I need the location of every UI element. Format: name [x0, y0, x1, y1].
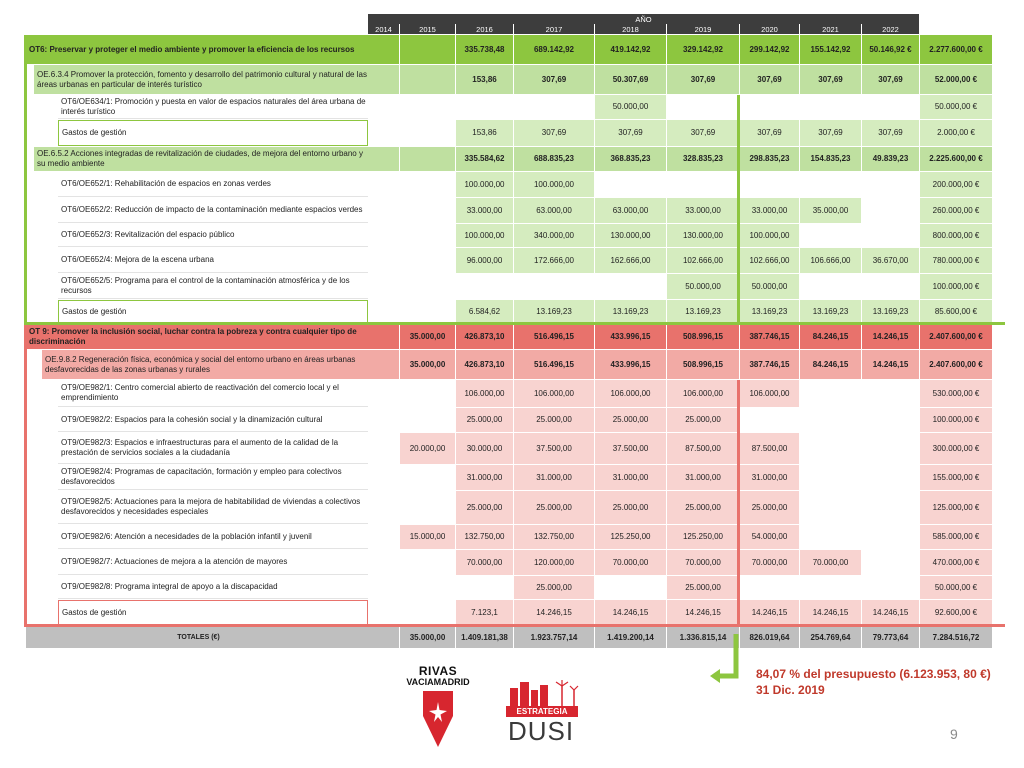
year-value-cell: 70.000,00 [456, 550, 513, 575]
year-value-cell: 120.000,00 [514, 550, 594, 575]
year-value-cell: 37.500,00 [595, 433, 666, 464]
year-value-cell [368, 147, 399, 171]
year-value-cell [862, 198, 919, 223]
line-item-label: OT6/OE652/5: Programa para el control de la contaminación atmosférica y de los recursos [58, 274, 368, 299]
year-value-cell [368, 627, 399, 648]
year-value-cell: 1.923.757,14 [514, 627, 594, 648]
year-value-cell [862, 274, 919, 299]
year-value-cell: 688.835,23 [514, 147, 594, 171]
line-item-label: OT9/OE982/3: Espacios e infraestructuras para el aumento de la calidad de la prestación de servicios sociales a la ciudadanía [58, 433, 368, 464]
year-value-cell [800, 380, 861, 407]
objective-label: OE.6.5.2 Acciones integradas de revitalización de ciudades, de mejora del entorno urbano y su medio ambiente [34, 147, 368, 171]
year-value-cell: 25.000,00 [595, 408, 666, 432]
year-value-cell [368, 248, 399, 273]
year-header: 2015 [400, 24, 456, 34]
year-value-cell: 387.746,15 [740, 350, 799, 379]
rivas-logo-text: RIVAS [418, 664, 458, 678]
note-arrow [708, 634, 744, 686]
row-total-cell: 100.000,00 € [920, 274, 992, 299]
year-value-cell: 13.169,23 [800, 300, 861, 324]
line-item-label: OT6/OE652/2: Reducción de impacto de la contaminación mediante espacios verdes [58, 198, 368, 223]
year-value-cell: 25.000,00 [595, 491, 666, 524]
row-total-cell: 780.000,00 € [920, 248, 992, 273]
year-value-cell [456, 274, 513, 299]
year-value-cell: 14.246,15 [800, 600, 861, 626]
row-total-cell: 2.277.600,00 € [920, 35, 992, 64]
note-line1: 84,07 % del presupuesto (6.123.953, 80 €) [756, 667, 991, 681]
row-total-cell: 300.000,00 € [920, 433, 992, 464]
year-header: 2019 [667, 24, 740, 34]
year-value-cell: 426.873,10 [456, 350, 513, 379]
year-value-cell: 13.169,23 [514, 300, 594, 324]
year-value-cell: 106.000,00 [514, 380, 594, 407]
year-value-cell: 419.142,92 [595, 35, 666, 64]
year-value-cell: 130.000,00 [595, 224, 666, 247]
year-value-cell: 100.000,00 [514, 172, 594, 197]
year-value-cell: 35.000,00 [400, 627, 455, 648]
year-value-cell [368, 380, 399, 407]
year-value-cell: 125.250,00 [595, 525, 666, 549]
year-value-cell: 14.246,15 [514, 600, 594, 626]
year-value-cell: 31.000,00 [514, 465, 594, 490]
year-value-cell: 155.142,92 [800, 35, 861, 64]
year-value-cell [368, 325, 399, 349]
year-value-cell: 100.000,00 [456, 172, 513, 197]
row-total-cell: 2.407.600,00 € [920, 350, 992, 379]
year-value-cell [667, 95, 739, 119]
year-value-cell: 7.123,1 [456, 600, 513, 626]
year-value-cell [800, 491, 861, 524]
year-value-cell: 100.000,00 [740, 224, 799, 247]
year-value-cell: 516.496,15 [514, 325, 594, 349]
year-value-cell: 70.000,00 [740, 550, 799, 575]
year-value-cell: 31.000,00 [595, 465, 666, 490]
year-value-cell: 13.169,23 [595, 300, 666, 324]
year-value-cell [368, 65, 399, 94]
year-value-cell: 14.246,15 [862, 600, 919, 626]
year-value-cell [368, 408, 399, 432]
year-value-cell [400, 120, 455, 146]
year-value-cell [400, 465, 455, 490]
year-value-cell: 79.773,64 [862, 627, 919, 648]
year-value-cell: 35.000,00 [400, 350, 455, 379]
year-value-cell [368, 550, 399, 575]
year-value-cell: 130.000,00 [667, 224, 739, 247]
year-value-cell: 433.996,15 [595, 325, 666, 349]
year-value-cell [368, 433, 399, 464]
line-item-label: OT9/OE982/2: Espacios para la cohesión social y la dinamización cultural [58, 408, 368, 432]
objective-label: OT 9: Promover la inclusión social, luchar contra la pobreza y contra cualquier tipo de discriminación [26, 325, 368, 349]
year-value-cell [862, 224, 919, 247]
dusi-skyline-icon [504, 680, 584, 706]
year-value-cell [400, 172, 455, 197]
year-value-cell [400, 550, 455, 575]
year-value-cell: 87.500,00 [740, 433, 799, 464]
row-total-cell: 52.000,00 € [920, 65, 992, 94]
year-value-cell [800, 433, 861, 464]
year-value-cell [400, 274, 455, 299]
year-value-cell [400, 491, 455, 524]
year-value-cell [456, 576, 513, 599]
year-value-cell: 1.409.181,38 [456, 627, 513, 648]
year-value-cell: 37.500,00 [514, 433, 594, 464]
note-line2: 31 Dic. 2019 [756, 683, 825, 697]
year-value-cell [667, 172, 739, 197]
year-value-cell: 70.000,00 [800, 550, 861, 575]
row-total-cell: 50.000,00 € [920, 576, 992, 599]
year-value-cell: 328.835,23 [667, 147, 739, 171]
year-value-cell: 154.835,23 [800, 147, 861, 171]
row-total-cell: 2.407.600,00 € [920, 325, 992, 349]
objective-label: OE.9.8.2 Regeneración física, económica y social del entorno urbano en áreas urbanas desfavorecidas de las zonas urbanas y rurales [42, 350, 368, 379]
year-value-cell: 14.246,15 [740, 600, 799, 626]
year-value-cell: 50.146,92 € [862, 35, 919, 64]
year-value-cell [400, 65, 455, 94]
year-value-cell: 50.000,00 [740, 274, 799, 299]
year-value-cell [514, 274, 594, 299]
year-value-cell: 307,69 [667, 65, 739, 94]
objective-label: OE.6.3.4 Promover la protección, fomento y desarrollo del patrimonio cultural y natural de las áreas urbanas en particular de interés turístico [34, 65, 368, 94]
year-value-cell: 106.000,00 [456, 380, 513, 407]
year-value-cell [368, 224, 399, 247]
year-value-cell [368, 35, 399, 64]
year-value-cell [862, 408, 919, 432]
year-value-cell [456, 95, 513, 119]
line-item-label: OT6/OE634/1: Promoción y puesta en valor de espacios naturales del área urbana de interés turístico [58, 95, 368, 119]
row-total-cell: 155.000,00 € [920, 465, 992, 490]
year-value-cell [800, 224, 861, 247]
year-value-cell [800, 172, 861, 197]
year-header: 2016 [456, 24, 514, 34]
year-value-cell: 125.250,00 [667, 525, 739, 549]
row-total-cell: 585.000,00 € [920, 525, 992, 549]
year-value-cell [400, 224, 455, 247]
year-value-cell: 307,69 [862, 120, 919, 146]
year-header: 2020 [740, 24, 800, 34]
dusi-banner: ESTRATEGIA [506, 706, 578, 717]
year-value-cell [368, 465, 399, 490]
year-value-cell: 54.000,00 [740, 525, 799, 549]
year-value-cell [740, 95, 799, 119]
year-value-cell: 153,86 [456, 65, 513, 94]
year-value-cell [400, 147, 455, 171]
year-value-cell: 106.000,00 [740, 380, 799, 407]
year-value-cell: 508.996,15 [667, 350, 739, 379]
rivas-shield-icon [422, 690, 454, 748]
year-header: 2018 [595, 24, 667, 34]
year-value-cell [862, 172, 919, 197]
year-value-cell: 340.000,00 [514, 224, 594, 247]
section-divider [737, 380, 740, 627]
year-value-cell [862, 576, 919, 599]
section-divider [737, 95, 740, 325]
year-value-cell: 84.246,15 [800, 325, 861, 349]
year-value-cell: 25.000,00 [456, 408, 513, 432]
year-value-cell: 162.666,00 [595, 248, 666, 273]
line-item-label: OT6/OE652/3: Revitalización del espacio público [58, 224, 368, 247]
row-total-cell: 800.000,00 € [920, 224, 992, 247]
year-value-cell: 49.839,23 [862, 147, 919, 171]
year-value-cell [862, 525, 919, 549]
year-value-cell [800, 465, 861, 490]
year-value-cell [800, 95, 861, 119]
year-value-cell [368, 600, 399, 626]
year-value-cell [400, 576, 455, 599]
year-value-cell: 826.019,64 [740, 627, 799, 648]
year-value-cell [740, 576, 799, 599]
rivas-logo [398, 662, 478, 750]
row-total-cell: 2.000,00 € [920, 120, 992, 146]
year-value-cell [400, 408, 455, 432]
year-value-cell: 100.000,00 [456, 224, 513, 247]
row-total-cell: 100.000,00 € [920, 408, 992, 432]
row-total-cell: 200.000,00 € [920, 172, 992, 197]
year-value-cell: 307,69 [862, 65, 919, 94]
year-value-cell: 307,69 [595, 120, 666, 146]
row-total-cell: 7.284.516,72 [920, 627, 992, 648]
year-value-cell: 31.000,00 [667, 465, 739, 490]
year-value-cell [368, 300, 399, 324]
line-item-label: OT9/OE982/6: Atención a necesidades de la población infantil y juvenil [58, 525, 368, 549]
year-value-cell [800, 408, 861, 432]
row-total-cell: 92.600,00 € [920, 600, 992, 626]
year-value-cell [368, 525, 399, 549]
year-value-cell: 106.000,00 [595, 380, 666, 407]
year-value-cell [862, 380, 919, 407]
year-value-cell: 33.000,00 [740, 198, 799, 223]
year-value-cell: 307,69 [740, 120, 799, 146]
year-value-cell: 30.000,00 [456, 433, 513, 464]
year-value-cell: 298.835,23 [740, 147, 799, 171]
year-value-cell: 307,69 [800, 65, 861, 94]
year-value-cell [595, 172, 666, 197]
year-value-cell: 106.000,00 [667, 380, 739, 407]
year-value-cell: 254.769,64 [800, 627, 861, 648]
year-value-cell: 335.584,62 [456, 147, 513, 171]
line-item-label: OT6/OE652/1: Rehabilitación de espacios en zonas verdes [58, 172, 368, 197]
year-value-cell [368, 274, 399, 299]
year-value-cell: 50.000,00 [595, 95, 666, 119]
year-value-cell: 36.670,00 [862, 248, 919, 273]
year-value-cell: 508.996,15 [667, 325, 739, 349]
year-value-cell: 172.666,00 [514, 248, 594, 273]
year-value-cell [862, 465, 919, 490]
year-value-cell: 35.000,00 [800, 198, 861, 223]
year-value-cell: 25.000,00 [667, 576, 739, 599]
year-value-cell [368, 198, 399, 223]
year-value-cell [368, 120, 399, 146]
line-item-label: OT9/OE982/1: Centro comercial abierto de reactivación del comercio local y el emprendimiento [58, 380, 368, 407]
year-value-cell: 25.000,00 [740, 491, 799, 524]
year-value-cell: 33.000,00 [667, 198, 739, 223]
year-value-cell: 307,69 [800, 120, 861, 146]
year-value-cell: 329.142,92 [667, 35, 739, 64]
year-value-cell [368, 172, 399, 197]
row-total-cell: 85.600,00 € [920, 300, 992, 324]
year-value-cell: 433.996,15 [595, 350, 666, 379]
row-total-cell: 470.000,00 € [920, 550, 992, 575]
totals-label: TOTALES (€) [26, 627, 368, 648]
year-value-cell [862, 491, 919, 524]
year-value-cell: 307,69 [667, 120, 739, 146]
row-total-cell: 260.000,00 € [920, 198, 992, 223]
year-value-cell [400, 300, 455, 324]
year-header: 2017 [514, 24, 595, 34]
year-value-cell [740, 172, 799, 197]
dusi-logo [500, 680, 590, 748]
line-item-label: OT9/OE982/4: Programas de capacitación, formación y empleo para colectivos desfavorecidos [58, 465, 368, 490]
year-value-cell: 50.307,69 [595, 65, 666, 94]
row-total-cell: 2.225.600,00 € [920, 147, 992, 171]
year-value-cell: 307,69 [514, 120, 594, 146]
page-number: 9 [950, 726, 958, 742]
year-value-cell: 307,69 [514, 65, 594, 94]
year-value-cell: 84.246,15 [800, 350, 861, 379]
line-item-label: Gastos de gestión [58, 120, 368, 146]
year-header: 2021 [800, 24, 862, 34]
year-value-cell: 14.246,15 [595, 600, 666, 626]
year-value-cell [514, 95, 594, 119]
year-value-cell: 87.500,00 [667, 433, 739, 464]
year-value-cell: 132.750,00 [456, 525, 513, 549]
year-value-cell [400, 198, 455, 223]
year-value-cell: 31.000,00 [456, 465, 513, 490]
year-value-cell: 689.142,92 [514, 35, 594, 64]
year-value-cell: 426.873,10 [456, 325, 513, 349]
year-value-cell: 25.000,00 [456, 491, 513, 524]
year-value-cell [400, 380, 455, 407]
year-value-cell [400, 35, 455, 64]
year-value-cell: 132.750,00 [514, 525, 594, 549]
line-item-label: OT9/OE982/8: Programa integral de apoyo a la discapacidad [58, 576, 368, 599]
line-item-label: OT6/OE652/4: Mejora de la escena urbana [58, 248, 368, 273]
year-value-cell: 63.000,00 [595, 198, 666, 223]
line-item-label: OT9/OE982/5: Actuaciones para la mejora de habitabilidad de viviendas a colectivos desfavorecidos y necesidades especiales [58, 491, 368, 524]
year-value-cell: 96.000,00 [456, 248, 513, 273]
year-value-cell: 25.000,00 [667, 491, 739, 524]
year-value-cell [862, 433, 919, 464]
year-value-cell [800, 274, 861, 299]
year-value-cell: 1.419.200,14 [595, 627, 666, 648]
year-value-cell: 299.142,92 [740, 35, 799, 64]
year-value-cell [595, 576, 666, 599]
line-item-label: OT9/OE982/7: Actuaciones de mejora a la atención de mayores [58, 550, 368, 575]
year-value-cell: 15.000,00 [400, 525, 455, 549]
year-value-cell: 13.169,23 [862, 300, 919, 324]
line-item-label: Gastos de gestión [58, 300, 368, 324]
rivas-logo-subtext: VACIAMADRID [406, 677, 470, 687]
year-value-cell: 13.169,23 [667, 300, 739, 324]
year-value-cell: 20.000,00 [400, 433, 455, 464]
year-value-cell [368, 95, 399, 119]
year-value-cell: 25.000,00 [667, 408, 739, 432]
year-value-cell: 14.246,15 [862, 325, 919, 349]
year-value-cell: 63.000,00 [514, 198, 594, 223]
year-value-cell [400, 600, 455, 626]
year-value-cell: 1.336.815,14 [667, 627, 739, 648]
year-value-cell [595, 274, 666, 299]
dusi-text: DUSI [508, 716, 575, 746]
year-value-cell: 14.246,15 [862, 350, 919, 379]
year-value-cell [862, 550, 919, 575]
year-value-cell: 387.746,15 [740, 325, 799, 349]
year-value-cell: 307,69 [740, 65, 799, 94]
year-header: 2022 [862, 24, 920, 34]
year-value-cell [740, 408, 799, 432]
year-value-cell: 35.000,00 [400, 325, 455, 349]
year-value-cell [862, 95, 919, 119]
year-value-cell [800, 525, 861, 549]
year-value-cell: 102.666,00 [740, 248, 799, 273]
year-value-cell [400, 248, 455, 273]
year-header: 2014 [368, 24, 400, 34]
objective-label: OT6: Preservar y proteger el medio ambiente y promover la eficiencia de los recursos [26, 35, 368, 64]
row-total-cell: 530.000,00 € [920, 380, 992, 407]
year-value-cell: 25.000,00 [514, 408, 594, 432]
year-value-cell: 516.496,15 [514, 350, 594, 379]
row-total-cell: 50.000,00 € [920, 95, 992, 119]
year-value-cell [368, 576, 399, 599]
year-value-cell [368, 491, 399, 524]
year-value-cell: 31.000,00 [740, 465, 799, 490]
year-value-cell: 50.000,00 [667, 274, 739, 299]
line-item-label: Gastos de gestión [58, 600, 368, 626]
year-value-cell [368, 350, 399, 379]
row-total-cell: 125.000,00 € [920, 491, 992, 524]
year-value-cell: 335.738,48 [456, 35, 513, 64]
year-value-cell: 25.000,00 [514, 491, 594, 524]
year-value-cell: 6.584,62 [456, 300, 513, 324]
year-value-cell: 70.000,00 [595, 550, 666, 575]
year-value-cell: 33.000,00 [456, 198, 513, 223]
year-value-cell [400, 95, 455, 119]
year-value-cell: 25.000,00 [514, 576, 594, 599]
year-value-cell: 102.666,00 [667, 248, 739, 273]
year-group-header: AÑO [368, 14, 920, 24]
year-value-cell [800, 576, 861, 599]
year-value-cell: 14.246,15 [667, 600, 739, 626]
year-value-cell: 153,86 [456, 120, 513, 146]
year-value-cell: 70.000,00 [667, 550, 739, 575]
year-value-cell: 13.169,23 [740, 300, 799, 324]
year-value-cell: 106.666,00 [800, 248, 861, 273]
year-value-cell: 368.835,23 [595, 147, 666, 171]
